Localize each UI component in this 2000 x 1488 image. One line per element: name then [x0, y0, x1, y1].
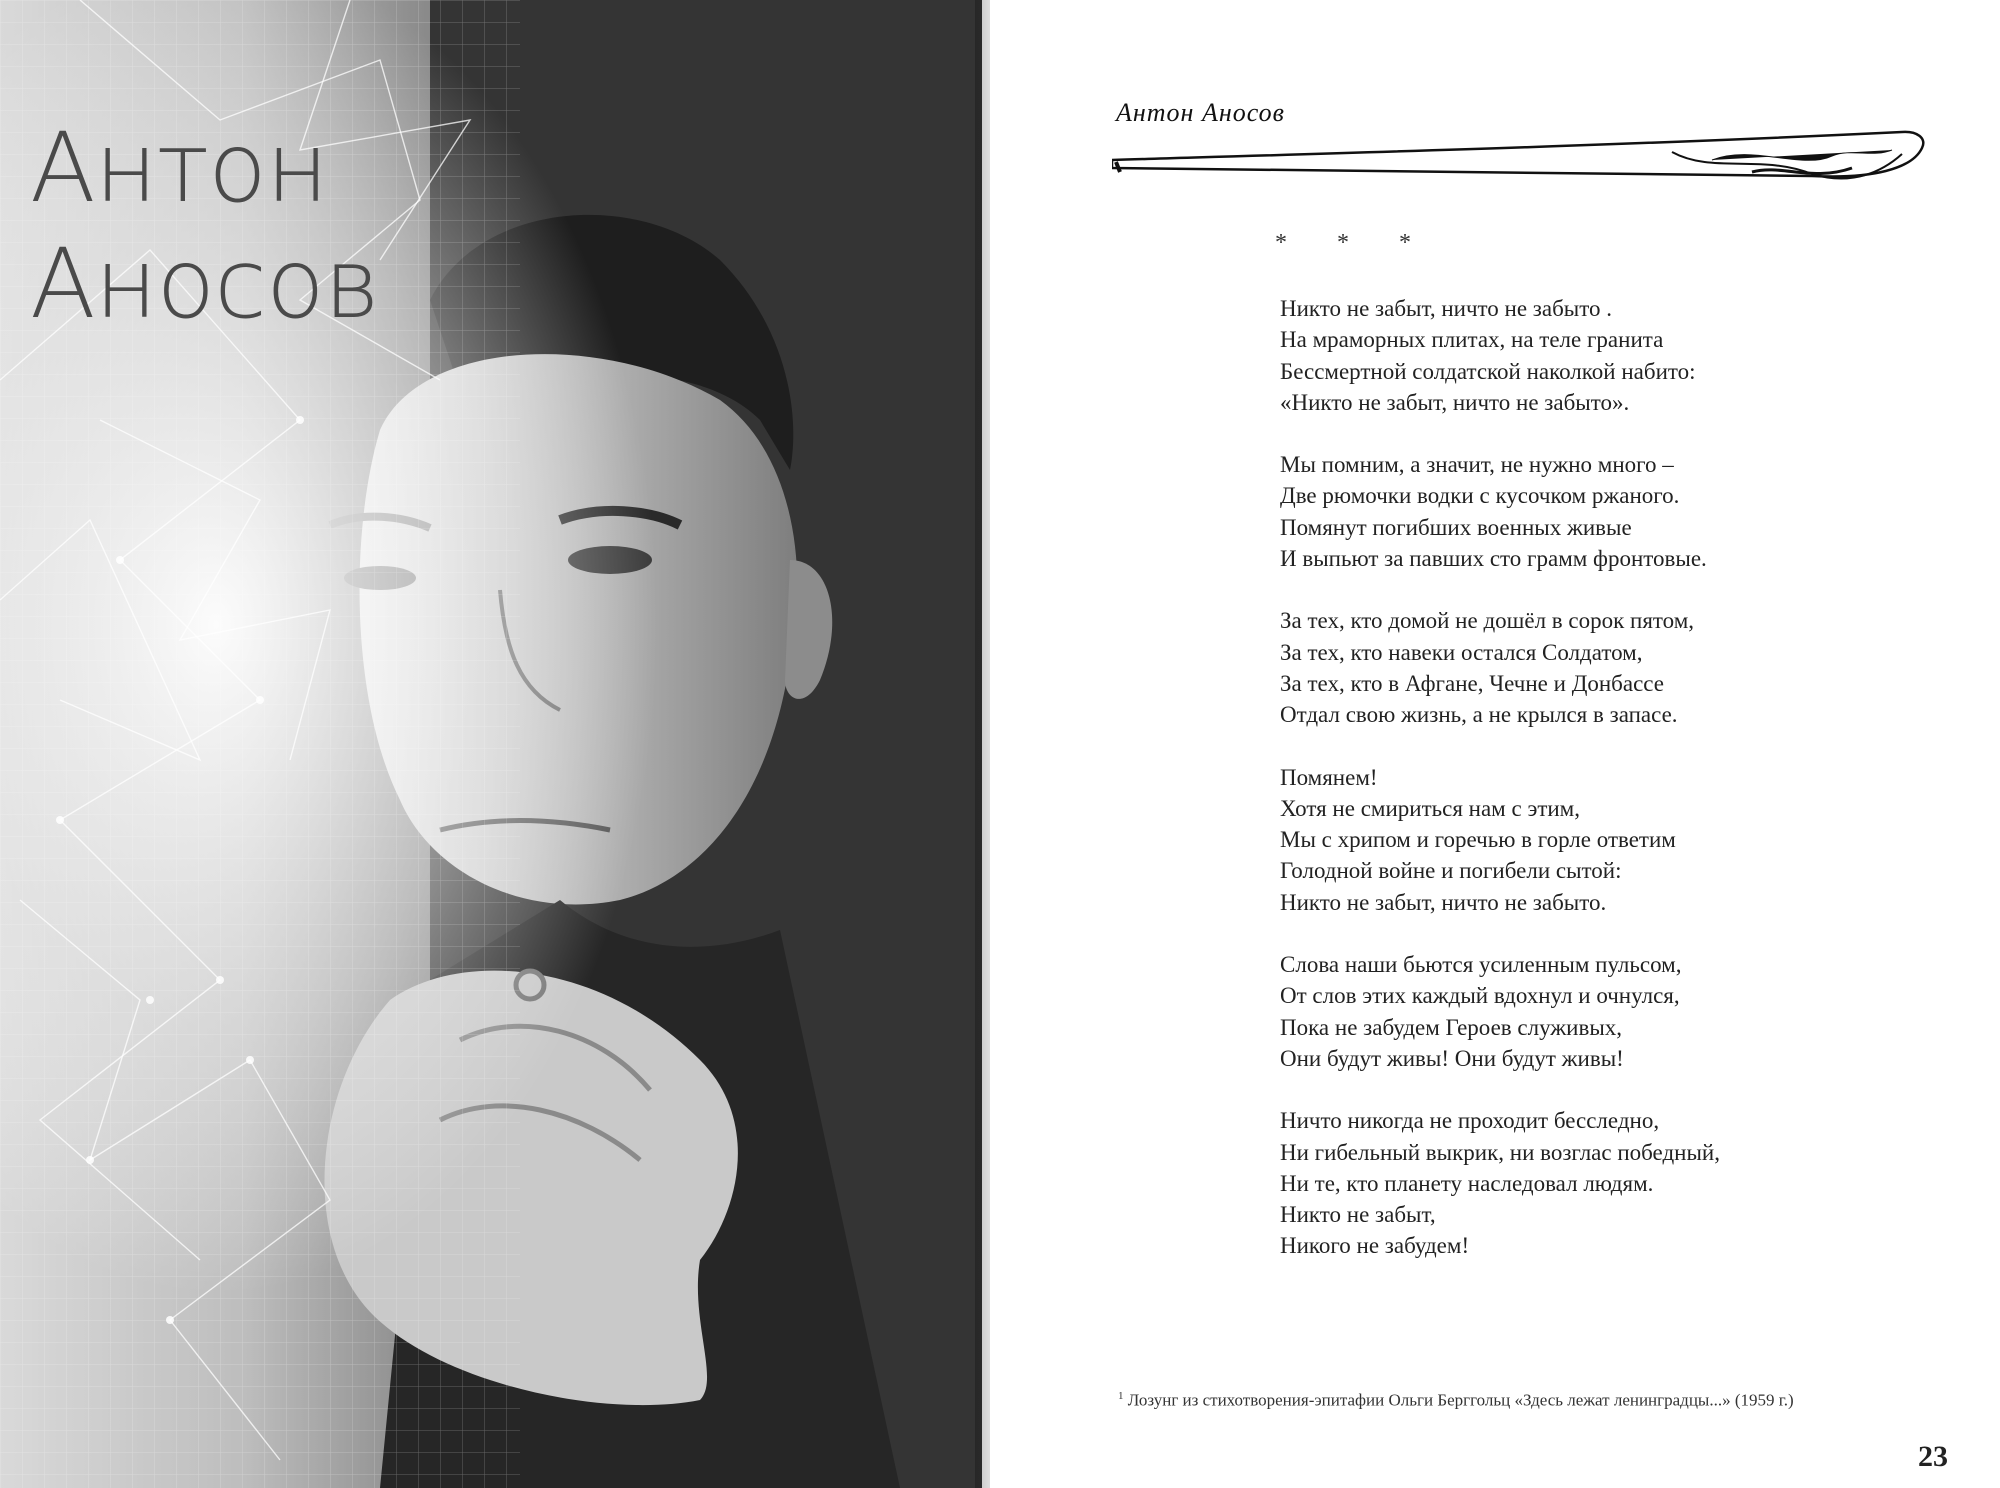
- page-number: 23: [1918, 1440, 1948, 1473]
- running-head: Антон Аносов: [1116, 98, 1285, 127]
- author-first-name: Антон: [30, 112, 328, 224]
- author-last-name: Аносов: [30, 228, 379, 340]
- poem-line: Они будут живы! Они будут живы!: [1280, 1045, 1624, 1071]
- poem-line: Хотя не смириться нам с этим,: [1280, 795, 1580, 821]
- poem-stanza: [1280, 449, 1960, 574]
- poem-line: На мраморных плитах, на теле гранита: [1280, 327, 1664, 353]
- poem-line: Помянем!: [1280, 764, 1378, 790]
- poem-stanza: [1280, 293, 1960, 418]
- poem-stanza: [1280, 1105, 1960, 1261]
- poem-line: Пока не забудем Героев служивых,: [1280, 1014, 1623, 1040]
- poem-line: Ничто никогда не проходит бесследно,: [1280, 1108, 1660, 1134]
- poem-body: [1280, 293, 1960, 1293]
- poem-line: Мы помним, а значит, не нужно много –: [1280, 452, 1674, 478]
- poem-line: Бессмертной солдатской наколкой набито:: [1280, 358, 1696, 384]
- footnote-mark: 1: [1118, 1390, 1124, 1402]
- poem-line: Слова наши бьются усиленным пульсом,: [1280, 952, 1682, 978]
- poem-line: За тех, кто навеки остался Солдатом,: [1280, 639, 1643, 665]
- poem-line: Никто не забыт, ничто не забыто.: [1280, 889, 1607, 915]
- poem-line: Помянут погибших военных живые: [1280, 514, 1632, 540]
- left-page-photo-collage: [0, 0, 982, 1488]
- poem-line: Мы с хрипом и горечью в горле ответим: [1280, 827, 1676, 853]
- author-name-title: [30, 110, 379, 342]
- poem-stanza: [1280, 762, 1960, 918]
- poem-line: «Никто не забыт, ничто не забыто».: [1280, 389, 1630, 415]
- decorative-ornament-line: [1112, 124, 1932, 194]
- poem-line: За тех, кто домой не дошёл в сорок пятом,: [1280, 608, 1695, 634]
- poem-line: За тех, кто в Афгане, Чечне и Донбассе: [1280, 670, 1665, 696]
- section-stars: * * *: [1275, 230, 1433, 256]
- poem-line: Отдал свою жизнь, а не крылся в запасе.: [1280, 702, 1678, 728]
- footnote-text: Лозунг из стихотворения-эпитафии Ольги Берггольц «Здесь лежат ленинградцы...» (1959 г.): [1127, 1390, 1794, 1410]
- footnote: [1118, 1390, 1958, 1411]
- poem-stanza: [1280, 605, 1960, 730]
- poem-line: Никто не забыт, ничто не забыто .: [1280, 296, 1612, 321]
- poem-line: Ни те, кто планету наследовал людям.: [1280, 1170, 1654, 1196]
- poem-line: Никого не забудем!: [1280, 1233, 1470, 1259]
- poem-stanza: [1280, 949, 1960, 1074]
- poem-line: Никто не забыт,: [1280, 1202, 1436, 1228]
- poem-line: Две рюмочки водки с кусочком ржаного.: [1280, 483, 1680, 509]
- poem-line: Ни гибельный выкрик, ни возглас победный,: [1280, 1139, 1720, 1165]
- poem-line: Голодной войне и погибели сытой:: [1280, 858, 1622, 884]
- right-page-poem: [990, 0, 2000, 1488]
- poem-line: И выпьют за павших сто грамм фронтовые.: [1280, 546, 1707, 572]
- poem-line: От слов этих каждый вдохнул и очнулся,: [1280, 983, 1680, 1009]
